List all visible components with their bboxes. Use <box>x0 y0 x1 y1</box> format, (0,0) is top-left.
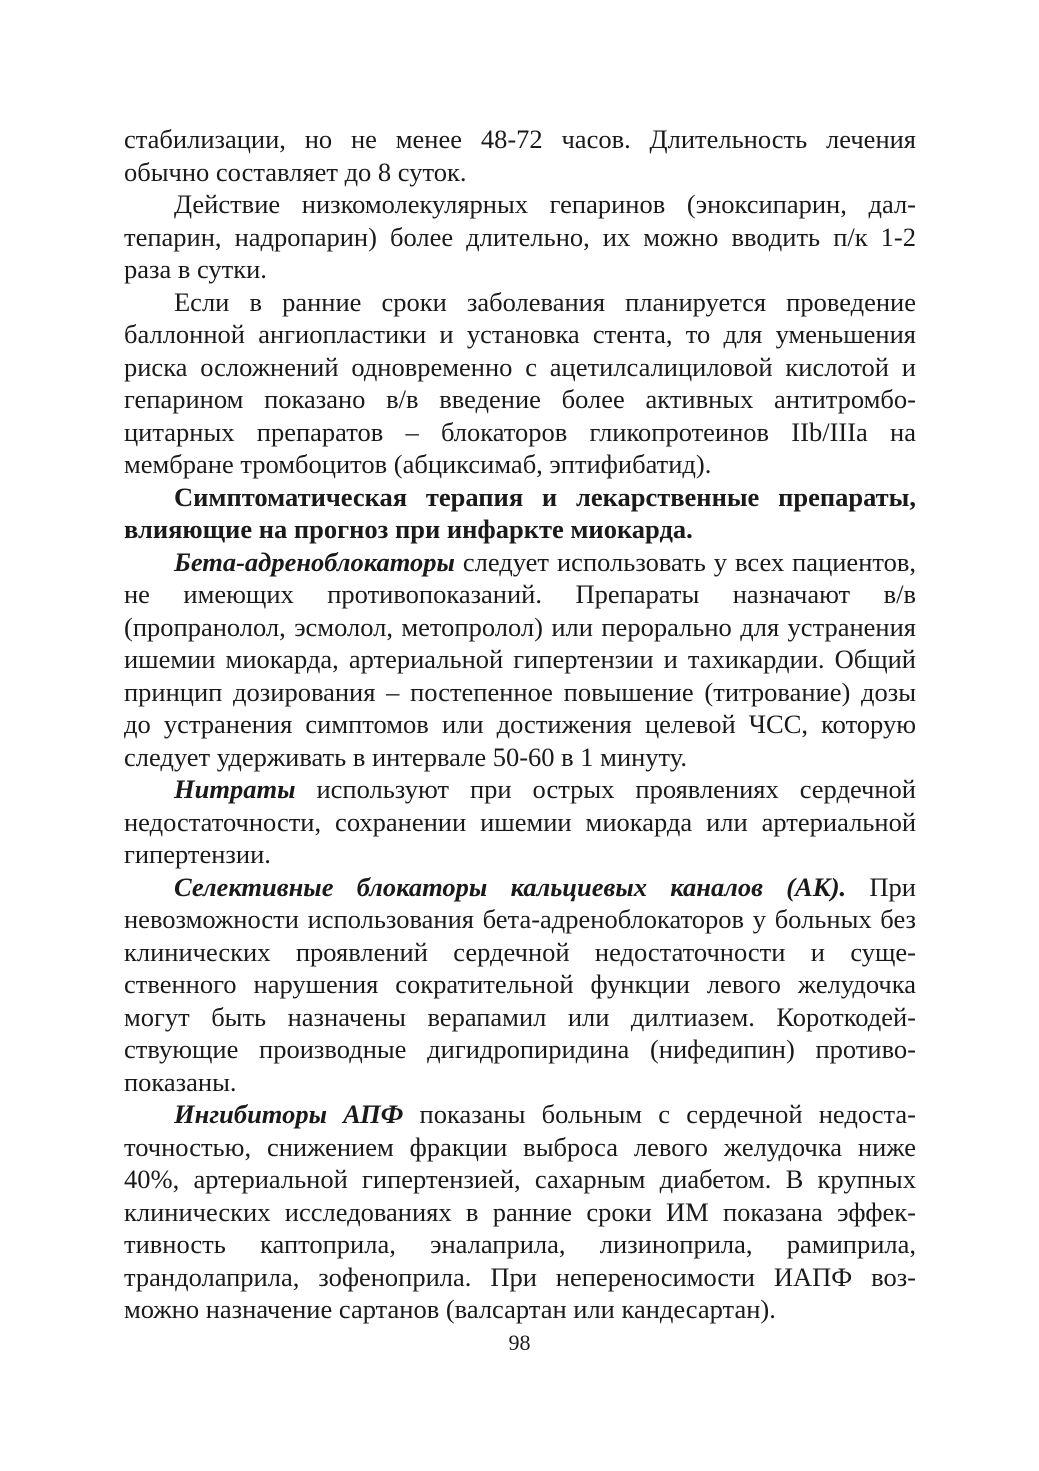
text-ace-inhibitors: показаны больным с сердечной недостаточностью, снижением фракции выброса левого желудочка ниже 40%, артериальной гипертензией, сахарным диабетом. В крупных клинических исследованиях в ранние сроки ИМ показана эффективность каптоприла, эналаприла, лизиноприла, рамиприла, трандолаприла, зофеноприла. При непереносимости ИАПФ возможно назначение сартанов (валсартан или кандесартан). <box>124 1099 916 1324</box>
term-calcium-channel-blockers: Селективные блокаторы кальциевых каналов (АК). <box>174 871 847 902</box>
text-calcium-channel-blockers: При невозможности использования бета-адреноблокаторов у больных без клинических проявлений сердечной недостаточности и существенного нарушения сократительной функции левого желудочка могут быть назначены верапамил или дилтиазем. Короткодействующие производные дигидропиридина (нифедипин) противопоказаны. <box>124 871 916 1097</box>
paragraph-ace-inhibitors <box>124 1098 916 1326</box>
term-beta-blockers: Бета-адреноблокаторы <box>174 546 455 577</box>
term-ace-inhibitors: Ингибиторы АПФ <box>174 1099 404 1129</box>
term-nitrates: Нитраты <box>174 774 296 804</box>
paragraph-anticoagulant-duration: стабилизации, но не менее 48-72 часов. Длительность лечения обычно составляет до 8 суток. <box>124 124 916 187</box>
paragraph-nitrates <box>124 773 916 871</box>
text-beta-blockers: следует использовать у всех пациентов, не имеющих противопоказаний. Препараты назначают в/в (пропранолол, эсмолол, метопролол) или перорально для устранения ишемии миокарда, артериальной гипертензии и тахикардии. Общий принцип дозирования – постепенное повышение (титрование) дозы до устранения симптомов или достижения целевой ЧСС, которую следует удерживать в интервале 50-60 в 1 минуту. <box>124 546 916 772</box>
paragraph-lmw-heparins: Действие низкомолекулярных гепаринов (эноксипарин, далтепарин, надропарин) более длительно, их можно вводить п/к 1-2 раза в сутки. <box>124 189 916 284</box>
paragraph-beta-blockers <box>124 546 916 774</box>
page-number: 98 <box>508 1330 531 1355</box>
paragraph-angioplasty: Если в ранние сроки заболевания планируется проведение баллонной ангиопластики и установка стента, то для уменьшения риска осложнений одновременно с ацетилсалициловой кислотой и гепарином показано в/в введение более активных антитромбоцитарных препаратов – блокаторов гликопротеинов IIb/IIIa на мембране тромбоцитов (абциксимаб, эптифибатид). <box>124 286 916 479</box>
text-body <box>124 123 916 1326</box>
section-heading: Симптоматическая терапия и лекарственные препараты, влияющие на прогноз при инфаркте миокарда. <box>124 481 916 544</box>
paragraph-calcium-channel-blockers <box>124 871 916 1099</box>
text-nitrates: используют при острых проявлениях сердечной недостаточности, сохранении ишемии миокарда или артериальной гипертензии. <box>124 774 916 869</box>
